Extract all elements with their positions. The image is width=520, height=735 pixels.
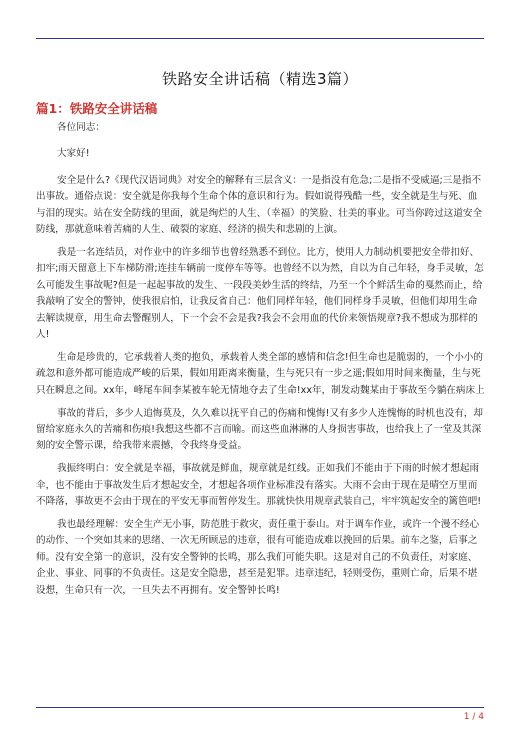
paragraph-3: 生命是珍贵的，它承载着人类的抱负，承载着人类全部的感情和信念!但生命也是脆弱的，一个小小的疏忽和意外都可能造成严峻的后果，假如用距离来衡量，生与死只有一步之遥;假如用时间来衡量，生与死只在瞬息之间。xx年，峰尾车间李某被车轮无情地夺去了生命!xx年，制发动魏某由于事故至今躺在病床上 (36, 351, 485, 396)
paragraph-5: 我振终明白：安全就是幸福，事故就是鲜血，规章就是红线。正如我们不能由于下雨的时候才想起雨伞，也不能由于事故发生后才想起安全，才想起各项作业标准没有落实。大雨不会由于现在是晴空万里而不降落，事故更不会由于现在的平安无事而暂停发生。那就快快用规章武装自己，牢牢筑起安全的篱笆吧! (36, 463, 482, 508)
footer-rule (36, 707, 484, 708)
paragraph-1: 安全是什么?《现代汉语词典》对安全的解释有三层含义：一是指没有危急;二是指不受威逼;三是指不出事故。通俗点说：安全就是你我每个生命个体的意识和行为。假如说得残酷一些，安全就是生与死、血与泪的现实。站在安全防线的里面，就是绚烂的人生、（幸福）的笑脸、壮美的事业。可当你跨过这道安全防线，那就意味着苦痛的人生、破裂的家庭、经济的损失和悲剧的上演。 (36, 174, 483, 236)
paragraph-6: 我也最经理解：安全生产无小事，防范胜于救灾，责任重于泰山。对于调车作业，或许一个漫不经心的动作、一个突如其来的思绪、一次无所顾忌的违章，很有可能造成难以挽回的后果。前车之鉴，后事之师。没有安全第一的意识，没有安全警钟的长鸣，那么我们可能失职。这是对自己的不负责任，对家庭、企业、事业、同事的不负责任。这是安全隐患，甚至是犯罪。违章违纪，轻则受伤，重则亡命，后果不堪设想，生命只有一次，一旦失去不再拥有。安全警钟长鸣! (36, 519, 480, 596)
page-number: 1 / 4 (463, 712, 484, 722)
document-body (36, 120, 485, 606)
document-title: 铁路安全讲话稿（精选3篇） (161, 70, 359, 88)
section-heading: 篇1：铁路安全讲话稿 (36, 101, 158, 116)
greeting: 大家好! (57, 148, 90, 160)
header-rule (36, 38, 484, 39)
paragraph-4: 事故的背后，多少人追悔莫及，久久难以抚平自己的伤痛和愧悔!又有多少人连愧悔的时机也没有，却留给家庭永久的苦痛和伤痕!我想这些都不言而喻。而这些血淋淋的人身损害事故，也给我上了一堂及其深刻的安全警示课，给我带来震撼，令我终身受益。 (36, 407, 483, 452)
paragraph-2: 我是一名连结员，对作业中的许多细节也曾经熟悉不到位。比方，使用人力制动机要把安全带扣好、扣牢;雨天留意上下车梯防滑;连挂车辆前一度停车等等。也曾经不以为然，自以为自己年轻，身手灵敏，怎么可能发生事故呢?但是一起起事故的发生、一段段美妙生活的终结，乃至一个个鲜活生命的戛然而止，给我敲响了安全的警钟，使我很启怕，让我反省自己：他们同样年轻，他们同样身手灵敏，但他们却用生命去解读规章，用生命去警醒别人，下一个会不会是我?我会不会用血的代价来领悟规章?我不想成为那样的人! (36, 246, 484, 340)
salutation: 各位同志： (57, 122, 105, 133)
